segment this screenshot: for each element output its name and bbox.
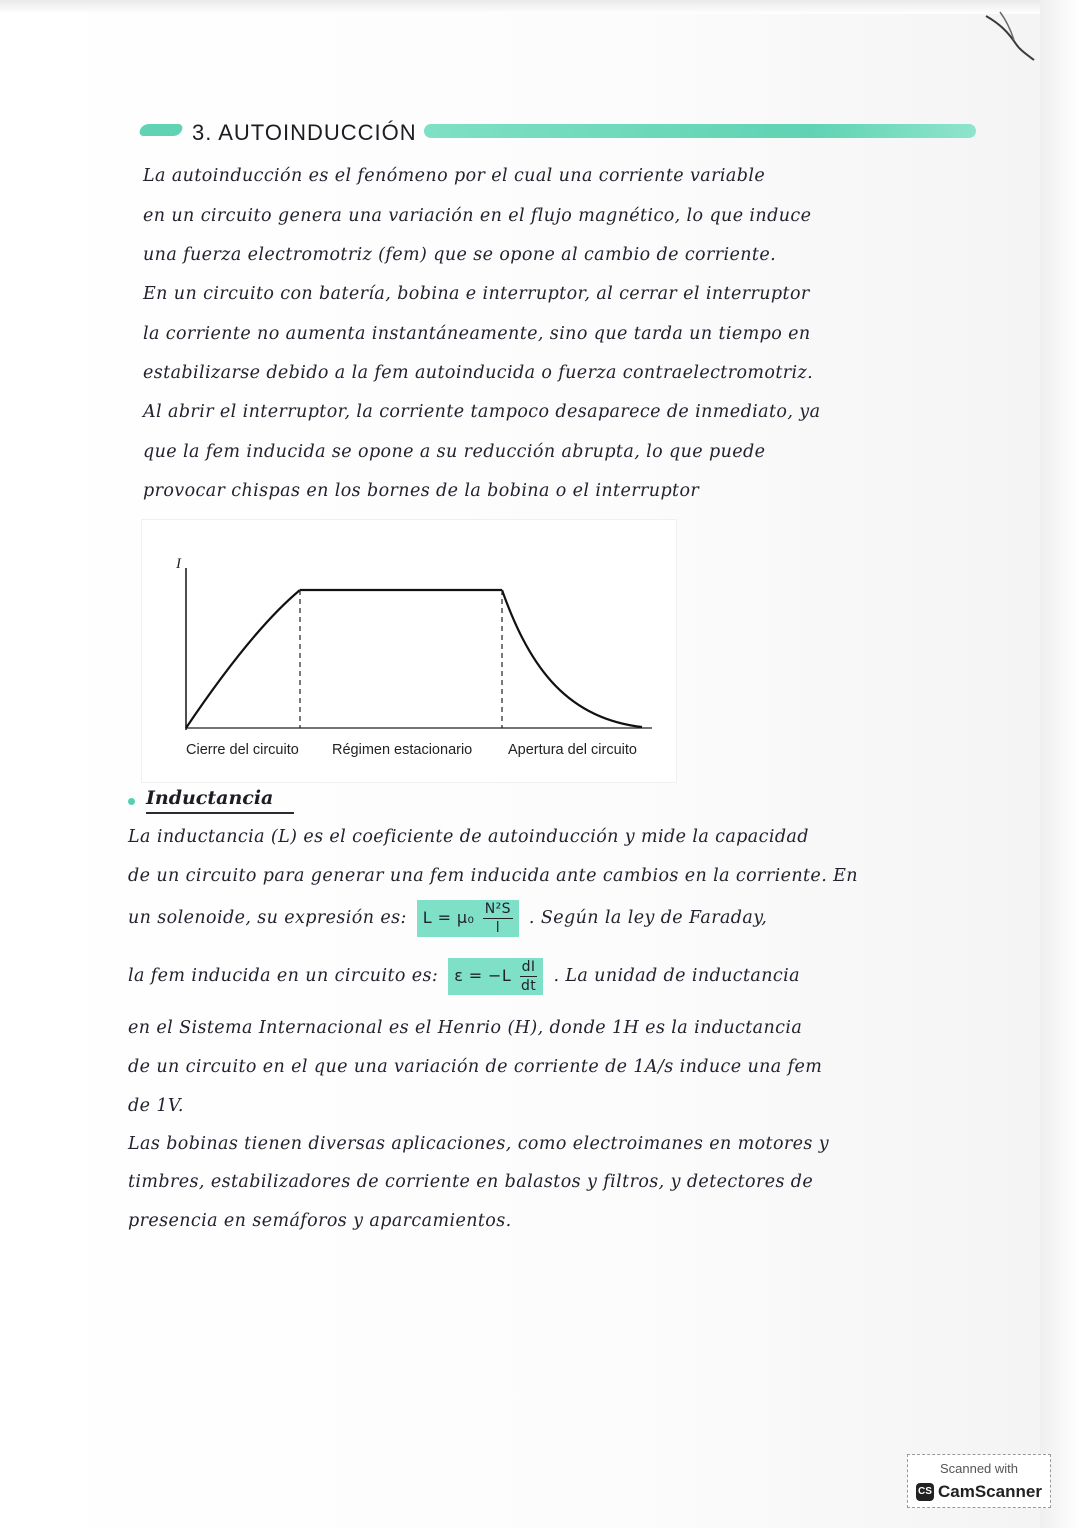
- fraction-denominator: l: [495, 920, 501, 936]
- subheading-underline: [146, 812, 294, 814]
- scan-right-edge: [1040, 0, 1080, 1528]
- heading-highlight-bar: [424, 124, 976, 138]
- watermark-brand: CamScanner: [938, 1482, 1042, 1501]
- paragraph-line: de un circuito en el que una variación de corriente de 1A/s induce una fem: [128, 1057, 823, 1077]
- scan-top-edge: [0, 0, 1080, 14]
- y-axis-label: I: [176, 556, 181, 572]
- paragraph-line: En un circuito con batería, bobina e interruptor, al cerrar el interruptor: [143, 284, 810, 304]
- section-title: 3. AUTOINDUCCIÓN: [192, 120, 417, 145]
- paragraph-line: La autoinducción es el fenómeno por el cual una corriente variable: [143, 166, 766, 186]
- subheading: Inductancia: [146, 787, 274, 809]
- camscanner-logo-icon: CS: [916, 1483, 934, 1501]
- paragraph-line: Las bobinas tienen diversas aplicaciones, como electroimanes en motores y: [128, 1134, 830, 1154]
- paragraph-line-with-formula: [128, 900, 767, 937]
- formula-faraday-emf: [448, 958, 543, 995]
- paragraph-line: La inductancia (L) es el coeficiente de autoinducción y mide la capacidad: [128, 827, 809, 847]
- text-fragment: . Según la ley de Faraday,: [528, 908, 768, 928]
- paragraph-line: que la fem inducida se opone a su reducción abrupta, lo que puede: [143, 442, 766, 462]
- x-label-opening: Apertura del circuito: [508, 742, 637, 758]
- paragraph-line-with-formula: [128, 958, 800, 995]
- text-fragment: la fem inducida en un circuito es:: [128, 966, 439, 986]
- page-fold-mark: [980, 10, 1040, 70]
- formula-inductance-solenoid: [417, 900, 519, 937]
- paragraph-line: de un circuito para generar una fem inducida ante cambios en la corriente. En: [128, 866, 858, 886]
- fraction: [483, 900, 513, 937]
- paragraph-line: en el Sistema Internacional es el Henrio (H), donde 1H es la inductancia: [128, 1018, 803, 1038]
- x-label-closure: Cierre del circuito: [186, 742, 299, 758]
- heading-highlight-left: [138, 124, 184, 136]
- x-label-steady: Régimen estacionario: [332, 742, 473, 758]
- fraction: [520, 958, 538, 995]
- paragraph-line: en un circuito genera una variación en el flujo magnético, lo que induce: [143, 206, 812, 226]
- paragraph-line: la corriente no aumenta instantáneamente, sino que tarda un tiempo en: [143, 324, 811, 344]
- text-fragment: . La unidad de inductancia: [553, 966, 800, 986]
- paragraph-line: presencia en semáforos y aparcamientos.: [128, 1211, 512, 1231]
- paragraph-line: de 1V.: [128, 1096, 184, 1116]
- paragraph-line: una fuerza electromotriz (fem) que se opone al cambio de corriente.: [143, 245, 777, 265]
- watermark-caption: Scanned with: [939, 1461, 1019, 1476]
- paragraph-line: provocar chispas en los bornes de la bobina o el interruptor: [143, 481, 700, 501]
- formula-lhs: L = μ₀: [422, 908, 475, 927]
- current-rise-curve: [186, 590, 300, 728]
- text-fragment: un solenoide, su expresión es:: [128, 908, 407, 928]
- paragraph-line: estabilizarse debido a la fem autoinducida o fuerza contraelectromotriz.: [143, 363, 814, 383]
- camscanner-watermark: [907, 1454, 1051, 1508]
- bullet-dot: [128, 798, 135, 805]
- current-time-figure: [142, 520, 676, 782]
- formula-lhs: ε = −L: [454, 966, 512, 985]
- paragraph-line: timbres, estabilizadores de corriente en balastos y filtros, y detectores de: [128, 1172, 814, 1192]
- fraction-numerator: dI: [521, 959, 536, 975]
- paragraph-line: Al abrir el interruptor, la corriente tampoco desaparece de inmediato, ya: [143, 402, 821, 422]
- current-decay-curve: [502, 590, 642, 727]
- fraction-denominator: dt: [520, 978, 537, 994]
- fraction-numerator: N²S: [484, 901, 511, 917]
